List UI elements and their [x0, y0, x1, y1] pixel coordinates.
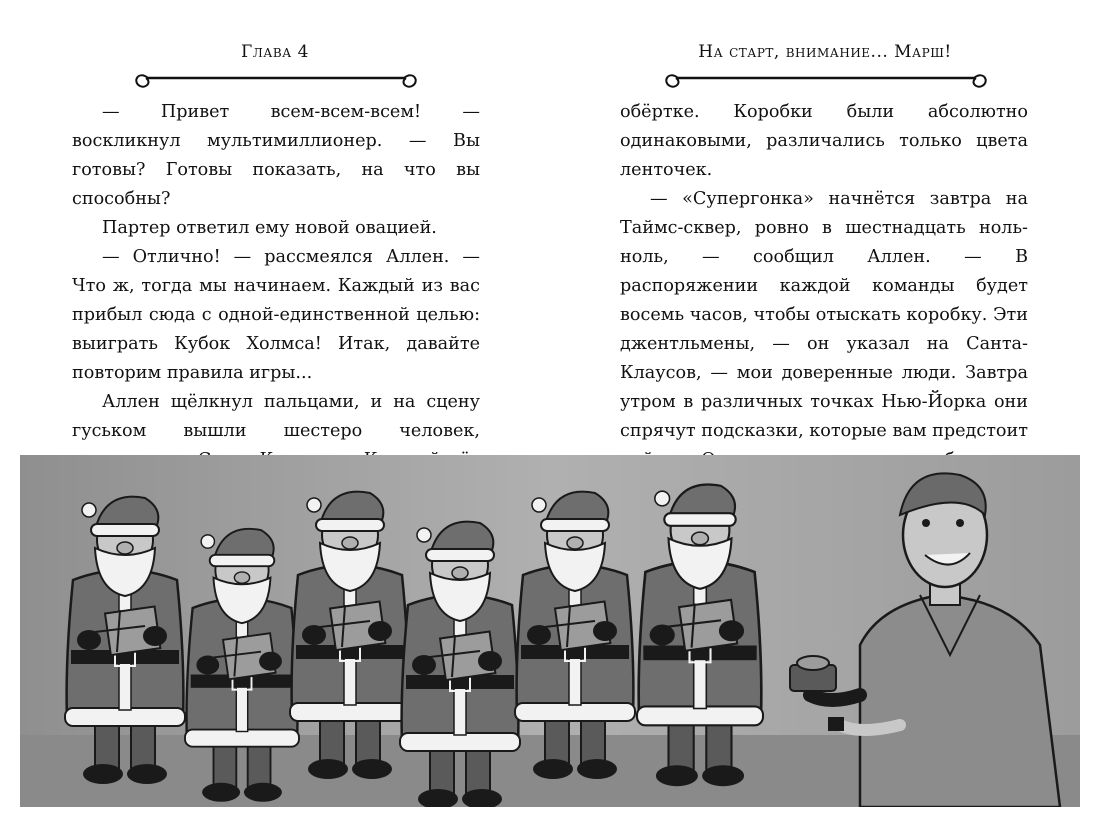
ornament-divider-icon — [130, 64, 422, 94]
right-page — [550, 0, 1100, 450]
left-page — [0, 0, 550, 450]
ornament-divider-icon — [660, 64, 992, 94]
paragraph: — «Супергонка» начнётся завтра на Таймс-сквер, ровно в шестнадцать ноль-ноль, — сообщил Аллен. — В распоряжении каждой команды будет восемь часов, чтобы отыскать коробку. Эти джентльмены, — он указал на Санта-Клаусов, — мои доверенные люди. Завтра утром в различных точках Нью-Йорка они спрячут подсказки, которые вам предстоит — [620, 189, 1028, 441]
paragraph: Партер ответил ему новой овацией. — [102, 218, 437, 238]
paragraph: — Привет всем-всем-всем! — воскликнул мультимиллионер. — Вы готовы? Готовы показать, на что вы способны? — [72, 102, 480, 209]
running-head-right: На старт, внимание... Марш! — [698, 42, 952, 62]
santas-and-host-illustration — [20, 455, 1080, 807]
paragraph: Аллен щёлкнул пальцами, и на сцену гуськом вышли шестеро человек, — [72, 392, 480, 441]
paragraph: — Отлично! — рассмеялся Аллен. — Что ж, тогда мы начинаем. Каждый из вас прибыл сюда с одной-единственной целью: выиграть Кубок Холмса! Итак, давайте повторим правила игры... — [72, 247, 480, 383]
running-head-left: Глава 4 — [241, 42, 309, 62]
paragraph-continuation: обёртке. Коробки были абсолютно одинаковыми, различались только цвета ленточек. — [620, 102, 1028, 180]
